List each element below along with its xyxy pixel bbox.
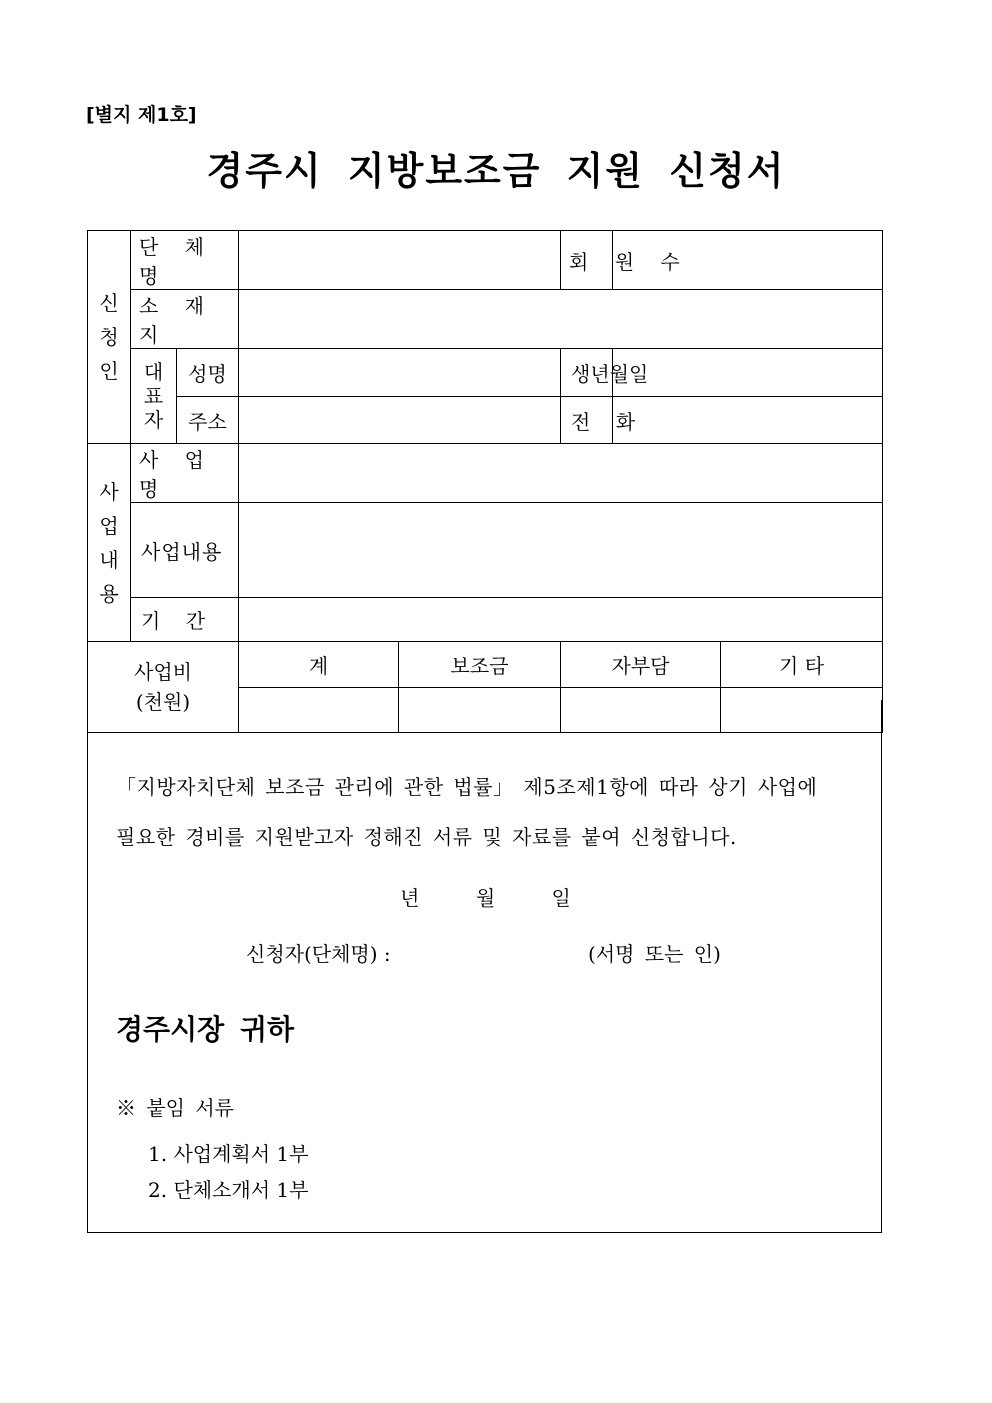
attachment-item: 1. 사업계획서 1부 bbox=[148, 1142, 309, 1166]
date-line: 년 월 일 bbox=[400, 886, 571, 910]
birthdate-field[interactable] bbox=[613, 349, 883, 397]
rep-name-field[interactable] bbox=[239, 349, 561, 397]
recipient: 경주시장 귀하 bbox=[116, 1013, 295, 1046]
applicant-section-label: 신 청 인 bbox=[88, 231, 131, 444]
attachments-list bbox=[148, 1136, 308, 1208]
rep-address-label: 주소 bbox=[177, 397, 239, 444]
budget-col-subsidy: 보조금 bbox=[399, 642, 561, 688]
budget-label: 사업비 (천원) bbox=[88, 642, 239, 733]
phone-field[interactable] bbox=[613, 397, 883, 444]
application-form-table bbox=[87, 230, 883, 733]
page-title: 경주시 지방보조금 지원 신청서 bbox=[206, 148, 786, 193]
business-name-label: 사 업 명 bbox=[131, 444, 239, 503]
declaration-line-2: 필요한 경비를 지원받고자 정해진 서류 및 자료를 붙여 신청합니다. bbox=[116, 825, 737, 849]
attachments-title: ※ 붙임 서류 bbox=[116, 1096, 234, 1120]
members-label: 회 원 수 bbox=[561, 231, 613, 290]
budget-col-self: 자부담 bbox=[561, 642, 721, 688]
signature-note: (서명 또는 인) bbox=[588, 942, 721, 966]
declaration-line-1: 「지방자치단체 보조금 관리에 관한 법률」 제5조제1항에 따라 상기 사업에 bbox=[116, 775, 818, 799]
period-field[interactable] bbox=[239, 598, 883, 642]
business-name-field[interactable] bbox=[239, 444, 883, 503]
rep-name-label: 성명 bbox=[177, 349, 239, 397]
budget-col-total: 계 bbox=[239, 642, 399, 688]
attachment-item: 2. 단체소개서 1부 bbox=[148, 1178, 309, 1202]
budget-col-other: 기 타 bbox=[721, 642, 883, 688]
org-name-field[interactable] bbox=[239, 231, 561, 290]
declaration-text bbox=[116, 762, 866, 862]
location-field[interactable] bbox=[239, 290, 883, 349]
declaration-box bbox=[87, 700, 882, 1233]
applicant-signature-label: 신청자(단체명) : bbox=[246, 942, 391, 966]
representative-label: 대 표 자 bbox=[131, 349, 177, 444]
business-section-label: 사 업 내 용 bbox=[88, 444, 131, 642]
phone-label: 전 화 bbox=[561, 397, 613, 444]
org-name-label: 단 체 명 bbox=[131, 231, 239, 290]
location-label: 소 재 지 bbox=[131, 290, 239, 349]
business-content-label: 사업내용 bbox=[131, 503, 239, 598]
period-label: 기 간 bbox=[131, 598, 239, 642]
form-number-tag: [별지 제1호] bbox=[86, 104, 197, 126]
rep-address-field[interactable] bbox=[239, 397, 561, 444]
business-content-field[interactable] bbox=[239, 503, 883, 598]
birthdate-label: 생년월일 bbox=[561, 349, 613, 397]
